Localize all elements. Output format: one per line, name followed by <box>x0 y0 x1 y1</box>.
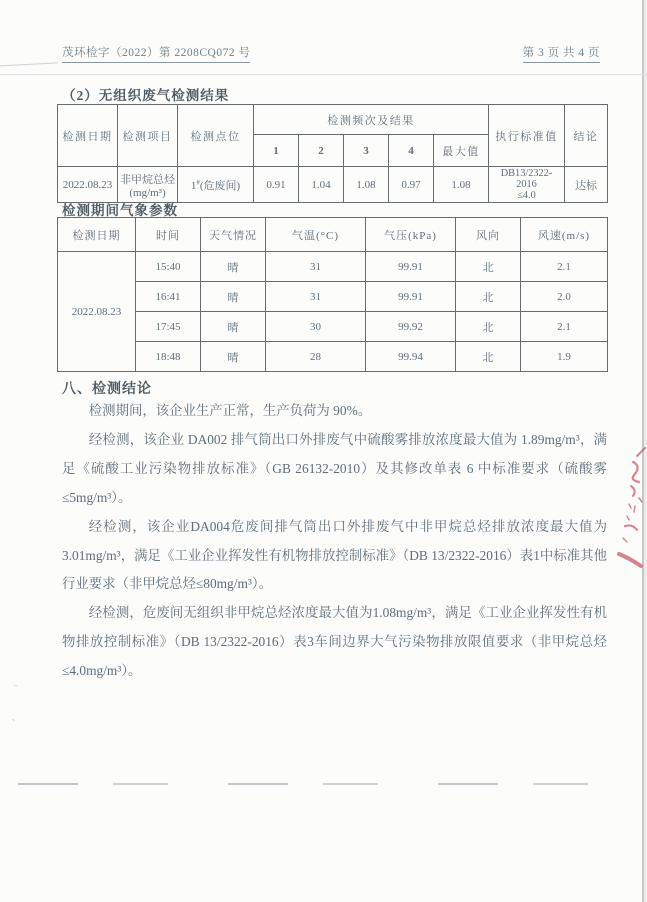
freq-col-1: 1 <box>254 135 299 167</box>
page-header <box>62 44 600 63</box>
conclusion-paragraph-3: 经检测，该企业DA004危废间排气筒出口外排废气中非甲烷总烃排放浓度最大值为3.01mg/m³，满足《工业企业挥发性有机物排放控制标准》（DB 13/2322-2016）表1中标准其他行业要求（非甲烷总烃≤80mg/m³）。 <box>62 518 607 592</box>
weather-header-condition: 天气情况 <box>201 218 266 252</box>
col-header-item: 检测项目 <box>118 105 178 167</box>
weather-header-temp: 气温(°C) <box>266 218 366 252</box>
cell-conclusion: 达标 <box>565 167 608 203</box>
weather-cell-condition: 晴 <box>201 252 266 282</box>
document-number: 茂环检字（2022）第 2208CQ072 号 <box>62 44 250 63</box>
conclusion-body <box>62 397 607 686</box>
freq-col-3: 3 <box>344 135 389 167</box>
col-header-point: 检测点位 <box>178 105 254 167</box>
scan-speck: ﹑ <box>9 712 19 722</box>
table-row <box>58 252 608 282</box>
cell-item-unit: (mg/m³) <box>129 186 166 199</box>
cell-item-name: 非甲烷总烃 <box>120 173 175 186</box>
cell-point: 1#(危废间) <box>178 167 254 203</box>
weather-cell-pressure: 99.92 <box>366 312 456 342</box>
cell-date: 2022.08.23 <box>58 167 118 203</box>
weather-cell-temp: 30 <box>266 312 366 342</box>
weather-cell-time: 18:48 <box>136 342 201 372</box>
freq-col-max: 最大值 <box>434 135 489 167</box>
scan-speck: ﹣ <box>11 680 21 690</box>
weather-cell-temp: 31 <box>266 252 366 282</box>
page-number: 第 3 页 共 4 页 <box>523 44 600 63</box>
cell-value-3: 1.08 <box>344 167 389 203</box>
weather-cell-temp: 28 <box>266 342 366 372</box>
weather-cell-date: 2022.08.23 <box>58 252 136 372</box>
freq-col-4: 4 <box>389 135 434 167</box>
weather-cell-time: 17:45 <box>136 312 201 342</box>
table-row <box>58 342 608 372</box>
weather-cell-condition: 晴 <box>201 312 266 342</box>
weather-cell-condition: 晴 <box>201 282 266 312</box>
weather-cell-winddir: 北 <box>456 252 521 282</box>
weather-section-title: 检测期间气象参数 <box>62 203 178 218</box>
weather-table <box>57 217 608 372</box>
weather-cell-time: 16:41 <box>136 282 201 312</box>
weather-cell-time: 15:40 <box>136 252 201 282</box>
col-header-conclusion: 结论 <box>565 105 608 167</box>
cell-value-1: 0.91 <box>254 167 299 203</box>
emission-results-table <box>57 104 608 203</box>
weather-header-windspeed: 风速(m/s) <box>521 218 608 252</box>
weather-cell-pressure: 99.91 <box>366 252 456 282</box>
table-row <box>58 312 608 342</box>
section2-title: （2）无组织废气检测结果 <box>62 88 230 103</box>
weather-cell-pressure: 99.91 <box>366 282 456 312</box>
weather-cell-windspeed: 2.1 <box>521 312 608 342</box>
conclusion-paragraph-4: 经检测，危废间无组织非甲烷总烃浓度最大值为1.08mg/m³，满足《工业企业挥发性有机物排放控制标准》（DB 13/2322-2016）表3车间边界大气污染物排放限值要求（非甲烷总烃≤4.0mg/m³）。 <box>62 605 607 679</box>
weather-header-winddir: 风向 <box>456 218 521 252</box>
weather-header-pressure: 气压(kPa) <box>366 218 456 252</box>
cell-value-2: 1.04 <box>299 167 344 203</box>
table-row <box>58 167 608 203</box>
weather-cell-windspeed: 2.1 <box>521 252 608 282</box>
weather-cell-windspeed: 1.9 <box>521 342 608 372</box>
conclusion-paragraph-2: 经检测，该企业 DA002 排气筒出口外排废气中硫酸雾排放浓度最大值为 1.89mg/m³，满足《硫酸工业污染物排放标准》（GB 26132-2010）及其修改单表 6 中标准要求（硫酸雾≤5mg/m³）。 <box>62 431 607 505</box>
weather-header-time: 时间 <box>136 218 201 252</box>
conclusion-paragraph-1: 检测期间，该企业生产正常，生产负荷为 90%。 <box>88 403 372 418</box>
cell-value-4: 0.97 <box>389 167 434 203</box>
weather-cell-pressure: 99.94 <box>366 342 456 372</box>
weather-cell-windspeed: 2.0 <box>521 282 608 312</box>
cell-standard: DB13/2322-2016 ≤4.0 <box>489 167 565 203</box>
weather-cell-winddir: 北 <box>456 312 521 342</box>
col-header-standard: 执行标准值 <box>489 105 565 167</box>
cell-item <box>118 167 178 203</box>
cell-value-max: 1.08 <box>434 167 489 203</box>
conclusion-title: 八、检测结论 <box>62 382 152 397</box>
weather-cell-temp: 31 <box>266 282 366 312</box>
weather-cell-winddir: 北 <box>456 282 521 312</box>
weather-cell-condition: 晴 <box>201 342 266 372</box>
scan-scratch <box>0 62 58 66</box>
weather-cell-winddir: 北 <box>456 342 521 372</box>
weather-header-date: 检测日期 <box>58 218 136 252</box>
scan-smudge-line <box>18 783 629 785</box>
table-row <box>58 282 608 312</box>
col-header-frequency-group: 检测频次及结果 <box>254 105 489 135</box>
col-header-date: 检测日期 <box>58 105 118 167</box>
header-divider <box>0 74 647 75</box>
freq-col-2: 2 <box>299 135 344 167</box>
